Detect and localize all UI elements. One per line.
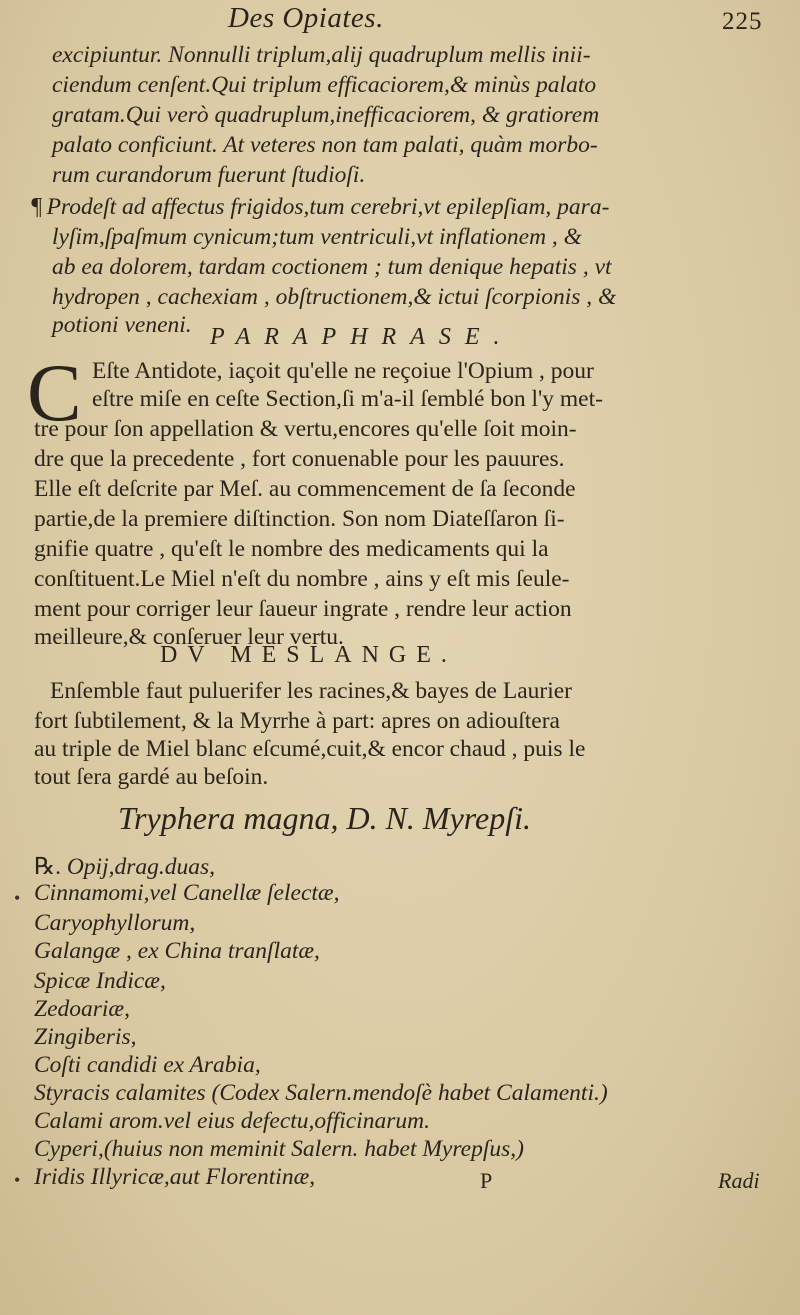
meslange-heading: DV MESLANGE. (160, 642, 457, 668)
text-line: hydropen , cachexiam , obſtructionem,& ictui ſcorpionis , & (52, 284, 617, 310)
text-line: potioni veneni. (52, 312, 192, 338)
catchword: Radi (718, 1168, 760, 1193)
recipe-symbol-icon: ℞. (34, 854, 61, 880)
drop-cap: C (27, 347, 82, 438)
list-item: Iridis Illyricæ,aut Florentinæ, (34, 1164, 316, 1190)
list-item: Spicæ Indicæ, (34, 968, 166, 994)
paraphrase-heading: PARAPHRASE. (210, 324, 514, 350)
text-line: Eſte Antidote, iaçoit qu'elle ne reçoiue l'Opium , pour (92, 358, 594, 384)
text-line: rum curandorum fuerunt ſtudioſi. (52, 162, 366, 188)
text-line: au triple de Miel blanc eſcumé,cuit,& encor chaud , puis le (34, 736, 586, 762)
page-header (0, 2, 800, 42)
page-number: 225 (722, 8, 763, 35)
margin-mark: • (14, 1170, 21, 1190)
list-item: Calami arom.vel eius defectu,officinarum. (34, 1108, 430, 1134)
text-line: gnifie quatre , qu'eſt le nombre des medicaments qui la (34, 536, 549, 562)
text-line: fort ſubtilement, & la Myrrhe à part: apres on adiouſtera (34, 708, 560, 734)
running-title: Des Opiates. (228, 2, 384, 34)
text-line: meilleure,& conſeruer leur vertu. (34, 624, 344, 650)
signature-mark: P (480, 1168, 493, 1193)
list-item: Cyperi,(huius non meminit Salern. habet Myrepſus,) (34, 1136, 524, 1162)
text-line: partie,de la premiere diſtinction. Son nom Diateſſaron ſi- (34, 506, 565, 532)
text-line: ¶ Prodeſt ad affectus frigidos,tum cerebri,vt epilepſiam, para- (30, 194, 610, 220)
list-item: Cinnamomi,vel Canellæ ſelectæ, (34, 880, 340, 906)
text-line: ment pour corriger leur ſaueur ingrate , rendre leur action (34, 596, 572, 622)
text-line: tre pour ſon appellation & vertu,encores qu'elle ſoit moin- (34, 416, 577, 442)
text-line: Elle eſt deſcrite par Meſ. au commencement de ſa ſeconde (34, 476, 576, 502)
text-line: palato conficiunt. At veteres non tam palati, quàm morbo- (52, 132, 598, 158)
list-item: Caryophyllorum, (34, 910, 196, 936)
recipe-title: Tryphera magna, D. N. Myrepſi. (118, 800, 532, 836)
text-line: gratam.Qui verò quadruplum,inefficaciorem, & gratiorem (52, 102, 600, 128)
text-line: tout ſera gardé au beſoin. (34, 764, 269, 790)
list-item: ℞. Opij,drag.duas, (34, 854, 216, 880)
margin-mark: • (14, 888, 21, 908)
list-item: Zedoariæ, (34, 996, 130, 1022)
list-item: Styracis calamites (Codex Salern.mendoſè habet Calamenti.) (34, 1080, 608, 1106)
text-line: lyſim,ſpaſmum cynicum;tum ventriculi,vt inflationem , & (52, 224, 582, 250)
text-line: ab ea dolorem, tardam coctionem ; tum denique hepatis , vt (52, 254, 612, 280)
text-line: conſtituent.Le Miel n'eſt du nombre , ains y eſt mis ſeule- (34, 566, 570, 592)
text-line: dre que la precedente , fort conuenable pour les pauures. (34, 446, 565, 472)
list-item: Zingiberis, (34, 1024, 137, 1050)
text-line: eſtre miſe en ceſte Section,ſi m'a-il ſemblé bon l'y met- (92, 386, 603, 412)
list-item: Coſti candidi ex Arabia, (34, 1052, 261, 1078)
text-line: Enſemble faut puluerifer les racines,& bayes de Laurier (50, 678, 572, 704)
list-item: Galangæ , ex China tranſlatæ, (34, 938, 320, 964)
text-line: excipiuntur. Nonnulli triplum,alij quadruplum mellis inii- (52, 42, 591, 68)
text-line: ciendum cenſent.Qui triplum efficaciorem,& minùs palato (52, 72, 597, 98)
pilcrow-icon: ¶ (30, 194, 43, 220)
